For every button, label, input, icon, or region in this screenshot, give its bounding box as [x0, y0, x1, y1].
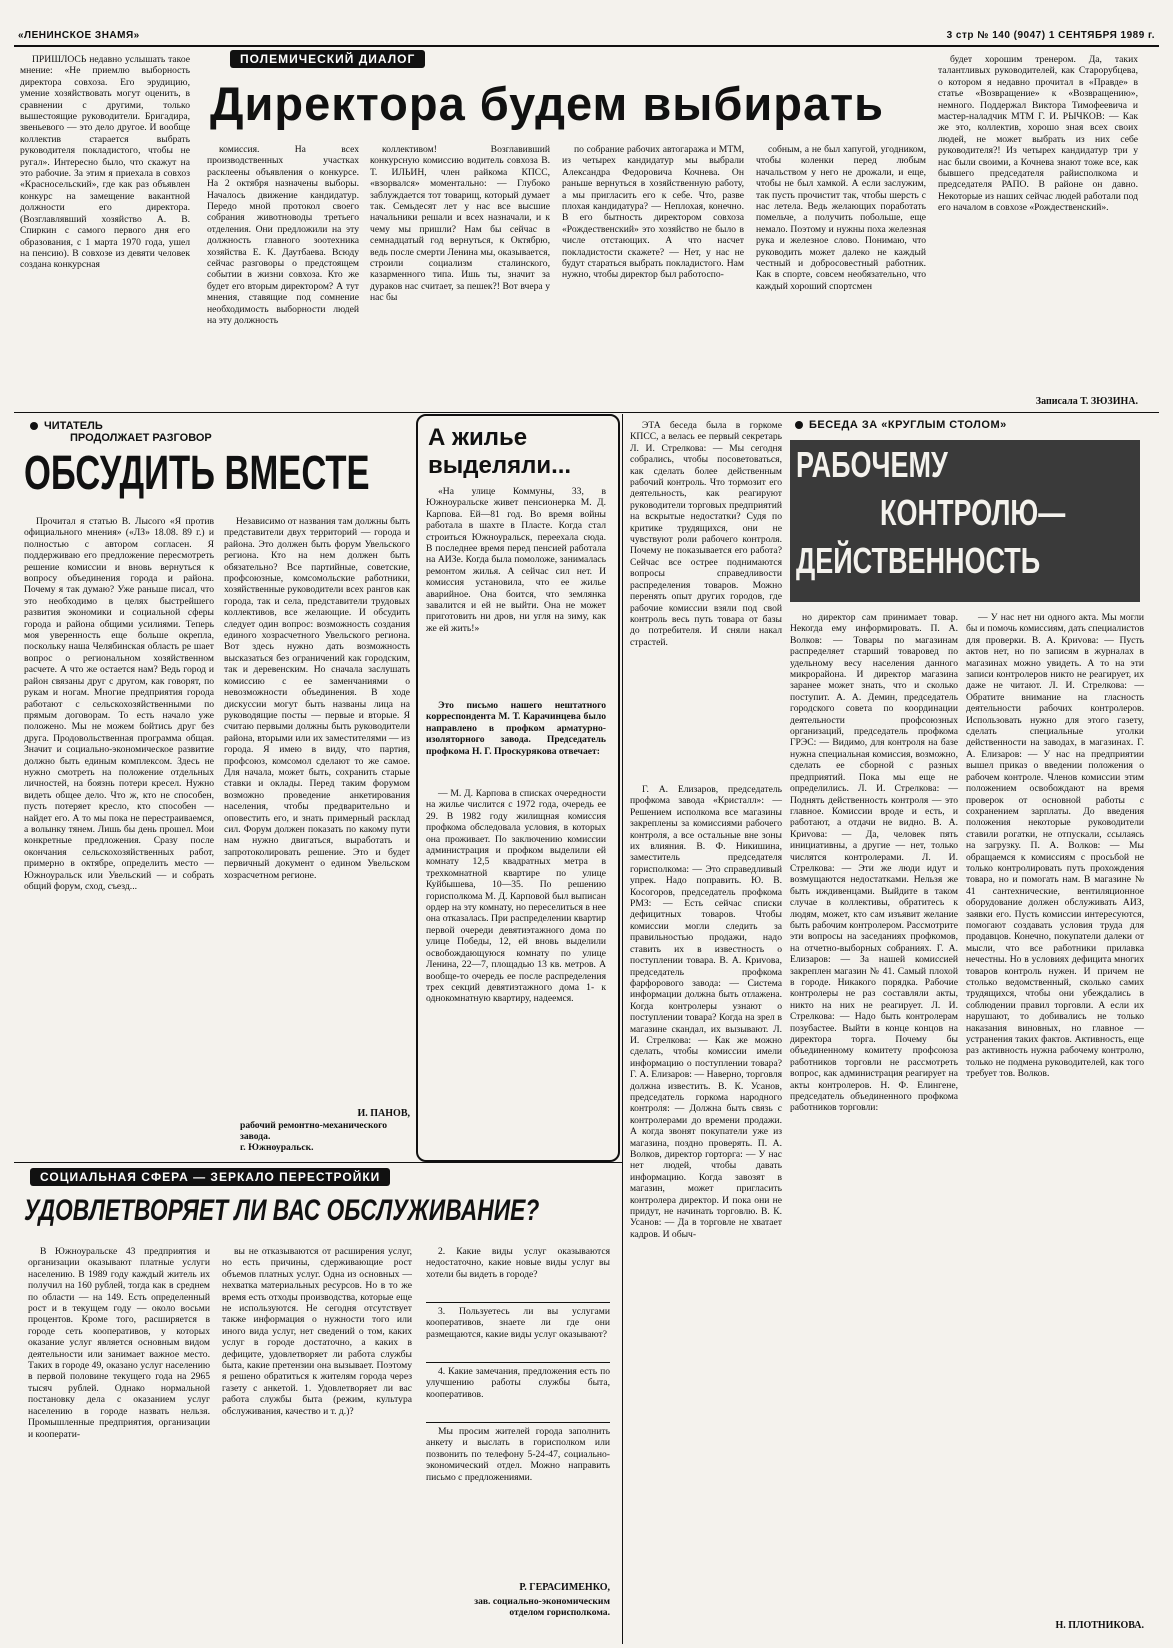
- social-signature-name: Р. ГЕРАСИМЕНКО,: [519, 1582, 610, 1593]
- question-divider: [426, 1422, 610, 1423]
- top-signature: Записала Т. ЗЮЗИНА.: [1035, 396, 1138, 407]
- reader-kicker: ЧИТАТЕЛЬ ПРОДОЛЖАЕТ РАЗГОВОР: [30, 420, 212, 444]
- top-column-6: будет хорошим тренером. Да, таких талантливых руководителей, как Старорубцева, о котором я недавно прочитал в «Правде» в статье «Возвращение» к «Возвращению», немного. Поддержал Виктора Тимофеевича и мастер-наладчик МТМ Г. И. РЫЧКОВ: — Как же это, коллектив, хорошо зная всех своих людей, не может выбрать из них себе руководителя?! Из четырех кандидатур три у нас были своими, а Кочнева знают тоже все, как бывшего председателя райисполкома и председателя РАПО. В районе он давно. Некоторые из наших сейчас людей работали под его началом в совхозе «Рождественский».: [938, 54, 1138, 214]
- top-column-5: собным, а не был хапугой, угодником, чтобы коленки перед любым начальством у него не дрожали, и еще, чтобы не был хамкой. А если заслужим, так пусть прочистит так, чтобы шерсть с нас летела. Ведь желающих поработать помельче, а получить побольше, еще немало. Поэтому и нужны поха железная рука и железное слово. Понимаю, что руководить может далеко не каждый честный и добросовестный работник. Как в спорте, совсем необязательно, что каждый хороший спортсмен: [756, 144, 926, 292]
- round-column-a: Г. А. Елизаров, председатель профкома завода «Кристалл»: — Решением исполкома все магазины закреплены за комиссиями рабочего контроля, а все остальные вне зоны их влияния. В. Ф. Никишина, заместитель председателя горисполкома: — Это справедливый упрек. Надо поправить. Ю. В. Косогоров, председатель профкома РМЗ: — Есть сейчас списки дефицитных товаров. Чтобы комиссии могли следить за правильностью продажи, надо ставить их в известность о поступлении товара. В. А. Криvова, председатель профкома фарфорового завода: — Система информации должна быть отлажена. Когда контролеры узнают о поступлении товара? Когда на зрел в магазине скандал, их вызывают. Л. И. Стрелкова: — Как же можно сделать, чтобы комиссии имели информацию о поступлении товара? Г. А. Елизаров: — Наверно, торговля должна известить. В. К. Усанов, председатель горкома народного контроля: — Должна быть связь с контролерами до времени продажи. А когда звонят покупатели уже из магазина, поздно проверять. П. А. Волков, директор горторга: — У нас нет людей, чтобы давать информацию. Когда завозят в магазин, может пригласить контролера директор. И пока они не придут, не начинать торговлю. В. К. Усанов: — Да в торговле не хватает кадров. И обыч-: [630, 784, 782, 1240]
- question-divider: [426, 1302, 610, 1303]
- social-column-2: вы не отказываются от расширения услуг, но есть причины, сдерживающие рост объемов платных услуг. Одна из основных — нехватка материальных ресурсов. Но в то же время есть отходы производства, которые еще не используются. Не сегодня отсутствует также информация о нужности того или иного вида услуг, нет сведений о том, каких услуг в городе достаточно, а каких в дефиците, удовлетворяет ли работа службы быта, какие претензии она вызывает. Поэтому я решено обратиться к жителям города через газету с анкетой. 1. Удовлетворяет ли вас работа службы быта (режим, культура обслуживания, качество и т. д.)?: [222, 1246, 412, 1417]
- social-question-3: 3. Пользуетесь ли вы услугами кооперативов, знаете ли где они размещаются, какие виды услуг оказывают?: [426, 1306, 610, 1340]
- headline-service: УДОВЛЕТВОРЯЕТ ЛИ ВАС ОБСЛУЖИВАНИЕ?: [24, 1194, 540, 1227]
- reader-signature-name: И. ПАНОВ,: [357, 1108, 410, 1119]
- rubric-social: СОЦИАЛЬНАЯ СФЕРА — ЗЕРКАЛО ПЕРЕСТРОЙКИ: [30, 1168, 390, 1186]
- social-question-2: 2. Какие виды услуг оказываются недостаточно, какие новые виды услуг вы хотели бы видеть в городе?: [426, 1246, 610, 1280]
- section-rule-2: [14, 1162, 622, 1163]
- social-signature-role: зав. социально-экономическим отделом горисполкома.: [474, 1596, 610, 1618]
- issue-info: 3 стр № 140 (9047) 1 СЕНТЯБРЯ 1989 г.: [946, 30, 1155, 41]
- bullet-icon: [795, 421, 803, 429]
- round-headline-2: КОНТРОЛЮ—: [880, 492, 1066, 533]
- social-footer: Мы просим жителей города заполнить анкету и выслать в горисполком или позвонить по телефону 5-24-47, социально-экономический отдел. Можно направить письмо с предложениями.: [426, 1426, 610, 1483]
- housing-answer: — М. Д. Карпова в списках очередности на жилье числится с 1972 года, очередь ее 29. В 1982 году жилищная комиссия профкома обследовала условия, в которых она проживает. По заключению комиссии администрация и профком выделили ей комнату 12,5 квадратных метра в трехкомнатной квартире по улице Куйбышева, 10—35. По решению горисполкома М. Д. Карповой был выписан ордер на эту комнату, но переселиться в нее она отказалась. При распределении квартир первой очереди девятиэтажного дома по улице Победы, 12, ей вновь выделили освобождающуюся комнату по улице Ленина, 22—7, площадью 13 кв. метров. А вообще-то очередь ее после распределения трех секций девятиэтажного дома 1- к однокомнатную квартиру, надеемся.: [426, 788, 606, 1005]
- newspaper-name: «ЛЕНИНСКОЕ ЗНАМЯ»: [18, 30, 140, 41]
- reader-column-1: Прочитал я статью В. Лысого «Я против официального мнения» («ЛЗ» 18.08. 89 г.) и полностью с автором согласен. Я поддерживаю его предложение пересмотреть решение комиссии и вновь вернуться к вопросу объединения города и района. Почему я так думаю? Уже раньше писал, что это необходимо в целях быстрейшего развития экономики и социальной сферы города и района общими усилиями. Теперь моя уверенность еще больше окрепла, поскольку наша Челябинская область ре шает вопрос о региональном хозяйственном расчете. А что же остается нам? Ведь город и район связаны друг с другом, как говорят, по рукам и ногам. Многие предприятия города работают с сельскохозяйственными по прямым договорам. То есть начало уже положено. Мы не можем бойтись друг без друга. Продовольственная программа общая. Значит и социально-экономическое развитие должно быть единым комплексом. Здесь не нужно смотреть на положение отдельных личностей, на боязнь потери кресел. Нужно видеть общее дело. Что ж, кто не способен, пусть потеряет кресло, кто способен — найдет его. А то мы пока не перестраиваемся, а волынку тянем. Лишь бы день прошел. Мои конкретные предложения. Сразу после окончания сельскохозяйственных работ, примерно в октябре, определить место — Южноуральск или Увельский — и собрать общий форум, сход, съезд...: [24, 516, 214, 892]
- masthead-rule: [14, 45, 1159, 47]
- housing-letter: «На улице Коммуны, 33, в Южноуральске живет пенсионерка М. Д. Карпова. Ей—81 год. Во время войны работала в шахте в Пласте. Когда стал строиться Южноуральск, переехала сюда. В последнее время перед пенсией работала на АИЗе. Когда была помоложе, занималась ремонтом жилья. А сейчас сил нет. И комиссия установила, что ее жилье аварийное. Она боится, что землянка завалится и ей не выйти. Она не может приготовить ни дров, ни угля на зиму, как же ей жить!»: [426, 486, 606, 634]
- housing-lead: Это письмо нашего нештатного корреспондента М. Т. Карачинцева было направлено в профком арматурно-изоляторного завода. Председатель профкома Н. Г. Проскурякова отвечает:: [426, 700, 606, 757]
- reader-signature-role: рабочий ремонтно-механического завода. г. Южноуральск.: [240, 1120, 388, 1153]
- top-column-2: комиссия. На всех производственных участках расклеены объявления о конкурсе. На 2 октября назначены выборы. Началось движение кандидатур. Передо мной протокол своего собрания животноводы третьего отделения. Они предложили на эту должность главного зоотехника хозяйства Е. К. Даутбаева. Всюду сейчас разговоры о предстоящем событии в жизни совхоза. Кто же будет его вторым директором? А тут мнения, ставящие под сомнение необходимость выборности людей на эту должность: [207, 144, 359, 327]
- headline-discuss: ОБСУДИТЬ ВМЕСТЕ: [24, 447, 370, 500]
- reader-column-2: Независимо от названия там должны быть представители двух территорий — города и района. Это должен быть форум Увельского региона. Кто на нем должен быть обязательно? Все партийные, советские, профсоюзные, комсомольские работники, хозяйственные руководители всех рангов как города, так и села, представители трудовых коллективов, все желающие. И обсудить следует один вопрос: возможность создания единого хозрасчетного Увельского региона. Вот здесь нужно дать возможность высказаться без ограничений как городским, так и деревенским. Но сначала заслушать комиссию с ее заменчаниями о невозможности объединения. В ходе дискуссии могут быть названы лица на руководящие посты — первые и вторые. Я считаю первыми должны быть руководители района, вторыми или их заместителями — из города. Я имею в виду, что партия, профсоюз, комсомол сделают то же самое. Для начала, может быть, сохранить старые ставки и оклады. Перед таким форумом возможно проведение анкетирования населения, чтобы предварительно и оповестить его, и знать примерный расклад сил. Форум должен показать по какому пути нам нужно двигаться, выработать и запротоколировать решение. Это и будет первичный документ о едином Увельском хозрасчетном регионе.: [224, 516, 410, 881]
- social-question-4: 4. Какие замечания, предложения есть по улучшению работы службы быта, кооперативов.: [426, 1366, 610, 1400]
- top-column-4: по собрание рабочих автогаража и МТМ, из четырех кандидатур мы выбрали Александра Федоровича Кочнева. Он раньше вернуться в хозяйственную работу, а мы пригласить его к себе. Что, разве плохая кандидатура? — Неплохая, конечно. В его бытность директором совхоза «Рождественский» это хозяйство не было в числе отстающих. А что насчет покладистости скажете? — Нет, у нас не будут стараться выбрать покладистого. Нам нужно, чтобы директор был работоспо-: [562, 144, 744, 281]
- round-headline-3: ДЕЙСТВЕННОСТЬ: [796, 540, 1041, 581]
- headline-directors: Директора будем выбирать: [210, 77, 885, 130]
- question-divider: [426, 1362, 610, 1363]
- section-rule-1: [14, 412, 1159, 413]
- rubric-polemic: ПОЛЕМИЧЕСКИЙ ДИАЛОГ: [230, 50, 425, 68]
- round-signature: Н. ПЛОТНИКОВА.: [1055, 1620, 1144, 1631]
- top-column-3: коллективом! Возглавивший конкурсную комиссию водитель совхоза В. Т. ИЛЬИН, член райкома КПСС, «взорвался» моментально: — Глубоко заблуждается тот товарищ, который думает так. Семьдесят лет у нас все высшие начальники решали и всех назначали, и к чему мы пришли? Нам бы сейчас в семнадцатый год вернуться, к Октябрю, ведь после смерти Ленина мы, оказывается, строили социализм сталинского, казарменного типа. Ишь ты, значит за дураков нас считает, за пешек?! Вот вчера у нас бы: [370, 144, 550, 304]
- top-column-1: ПРИШЛОСЬ недавно услышать такое мнение: «Не приемлю выборность директора совхоза. Его эрудицию, умение хозяйствовать могут оценить, в сравнении с другими, только вышестоящие руководители. Бригадира, звеньевого — это дело другое. И вообще коллектив старается выбрать руководителя покладистого, чтобы не ругал». Интересно было, что скажут на это рабочие. За этим я приехала в совхоз «Красносельский», где как раз объявлен конкурс на замещение вакантной должности его директора. (Возглавлявший хозяйство А. В. Спиркин с самого первого дня его образования, с 1 марта 1970 года, ушел на пенсию). В совхозе из девяти человек создана конкурсная: [20, 54, 190, 271]
- round-column-c: — У нас нет ни одного акта. Мы могли бы и помочь комиссиям, дать специалистов для проверки. В. А. Криvова: — Пусть актов нет, но по записям в журналах в магазинах можно увидеть. А то на эти записи контролеров никто не реагирует, их даже не читают. Л. И. Стрелкова: —Обратите внимание на гласность деятельности рабочих контролеров. Использовать нужно для этого газету, сделать специальные уголки действенности на заводах, в магазинах. Г. А. Елизаров: — У нас на предприятии вышел приказ о введении положения о рабочем контроле. Членов комиссии этим положением освобождают на время проверок от основной работы с сохранением зарплаты. До введения положения некоторые руководители ставили рогатки, не отпускали, ссылаясь на загрузку. П. А. Волков: — Мы обращаемся к комиссиям с просьбой не только контролировать путь прохождения товара, но и помогать нам. В магазине № 41 сантехнические, вентиляционное оборудование должен обслуживать АИЗ, заявки его. Пусть комиссии интересуются, помогают создавать условия труда для продавцов. Конечно, покупатели далеки от мысли, что все работники прилавка нечестны. Но в условиях дефицита многих товаров контроль нужен. И причем не столько ведомственный, сколько самих трудящихся, чтобы они убеждались в соблюдении правил торговли. А если их нарушают, то добивались не только наказания виновных, но главное — устранения таких фактов. Активность, еще раз активность нужна рабочему контролю, только не подмена руководителей, как того требует тов. Волков.: [966, 612, 1144, 1080]
- round-intro: ЭТА беседа была в горкоме КПСС, а велась ее первый секретарь Л. И. Стрелкова: — Мы сегодня собрались, чтобы посоветоваться, как сделать более действенным рабочий контроль. Что тормозит его деятельность, как реагируют руководители торговых предприятий на вскрытые недостатки? Судя по критике трудящихся, они не чувствуют роли рабочего контроля. Почему не показывается его работа? Сейчас все острее поднимаются вопросы справедливости распределения товаров. Можно перенять опыт других городов, где рабочие комиссии взяли под свой контроль весь путь товара от базы до потребителя. И сняли накал страстей.: [630, 420, 782, 648]
- bullet-icon: [30, 422, 38, 430]
- social-column-1: В Южноуральске 43 предприятия и организации оказывают платные услуги населению. В 1989 году каждый житель их получил на 160 рублей, тогда как в среднем по области — на 149. Есть определенный рост и в текущем году — около восьми процентов. Кроме того, расширяется в городе сеть кооперативов, у которых оказание услуг является основным видом деятельности или занимает важное место. Таких в городе 49, оказано услуг населению в первой половине текущего года на 2965 тысяч рублей. Однако нормальной постановку дела с оказанием услуг населению в городе назвать нельзя. Промышленные предприятия, организации и кооперати-: [28, 1246, 210, 1440]
- round-headline-1: РАБОЧЕМУ: [796, 444, 948, 485]
- round-kicker: БЕСЕДА ЗА «КРУГЛЫМ СТОЛОМ»: [795, 419, 1007, 431]
- headline-housing: А жилье выделяли...: [428, 424, 572, 479]
- round-column-b: но директор сам принимает товар. Некогда ему информировать. П. А. Волков: — Товары по магазинам распределяет старший товаровед по удельному весу населения данного микрорайона. И директор магазина заранее может знать, что и сколько поступит. А. А. Демин, председатель городского совета по координации деятельности профсоюзных организаций, председатель профкома ГРЭС: — Видимо, для контроля на базе нужна специальная комиссия, возможно, сделать ее сборной с разных предприятий. Пока мы еще не определились. Л. И. Стрелкова: — Поднять действенность контроля — это главное. Комиссии вроде и есть, и работают, а отдачи не видно. В. А. Криvова: — Да, человек пять инициативны, а другие — нет, только числятся контролерами. Л. И. Стрелкова: — Эти же люди идут и возмущаются недостатками. Нельзя же быть иждивенцами. Выйдите в таком случае в коллективы, обратитесь к людям, может, кто сам изъявит желание быть рабочим контролером. Рассмотрите эти вопросы на заседаниях профкомов, на отчетно-выборных собраниях. Г. А. Елизаров: — За нашей комиссией закреплен магазин № 41. Самый плохой в городе. Никакого порядка. Рабочие контролеры не раз составляли акты, никто на них не реагирует. Л. И. Стрелкова: — Надо быть контролерам позубастее. Выйти в конце концов на директора торга. Почему бы объединенному комитету профсоюза работников торговли не рассмотреть вопрос, как администрация реагирует на акты контролеров. Н. Ф. Елингене, председатель объединенного профкома работников торговли:: [790, 612, 958, 1114]
- column-rule: [622, 414, 623, 1644]
